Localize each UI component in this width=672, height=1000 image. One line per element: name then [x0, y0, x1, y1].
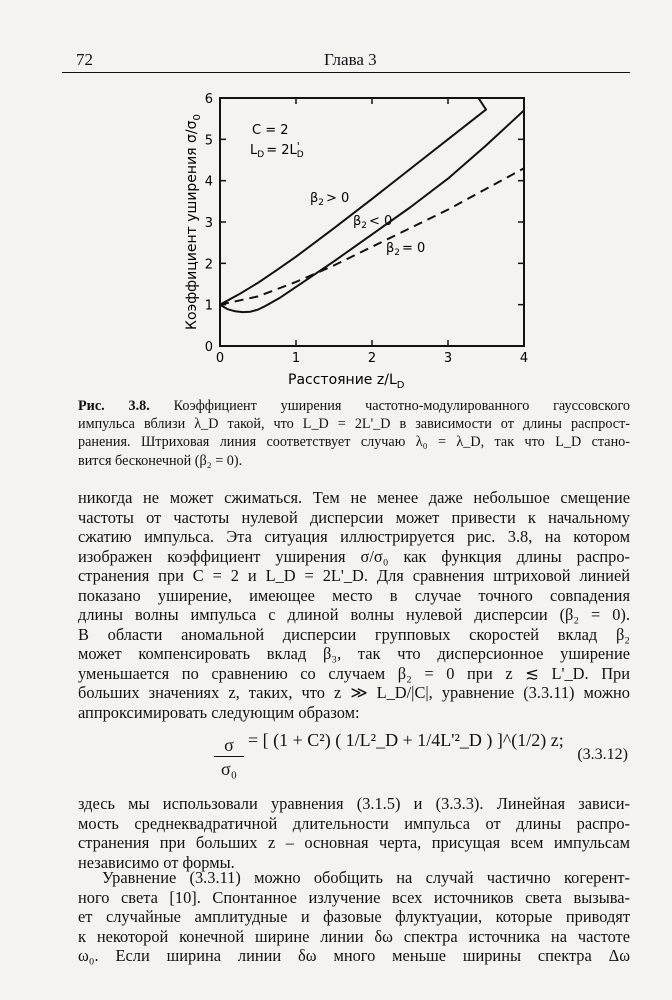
paragraph-2: [78, 794, 630, 872]
series-label-neg: $\beta_2 < 0$: [353, 214, 393, 231]
text-line: сжатию импульса. Эта ситуация иллюстрируется рис. 3.8, на котором: [78, 527, 630, 546]
y-tick-label: 6: [204, 92, 213, 107]
caption-line-2: импульса вблизи λ_D такой, что L_D = 2L'_D в зависимости от длины распрост-: [78, 416, 630, 433]
series-label-zero: $\beta_2 = 0$: [386, 241, 426, 258]
y-tick-label: 2: [204, 257, 213, 273]
text-line: изображен коэффициент уширения σ/σ₀ как функция длины распро-: [78, 546, 630, 566]
y-tick-label: 4: [204, 174, 213, 190]
text-line: частоты от частоты нулевой дисперсии может привести к начальному: [78, 507, 630, 527]
series-label-pos: $\beta_2 > 0$: [310, 191, 350, 208]
x-tick-label: 1: [291, 351, 301, 366]
text-line: уменьшается по сравнению со случаем β₂ = 0 при z ≲ L'_D. При: [78, 663, 630, 683]
equation-3-3-12: [78, 724, 630, 794]
text-line: мость среднеквадратичной длительности импульса от длины распро-: [78, 813, 630, 833]
caption-line-4: вится бесконечной (β₂ = 0).: [78, 452, 243, 469]
y-tick-label: 0: [204, 340, 213, 355]
text-line: показано уширение, имеющее место в случае точного совпадения: [78, 585, 630, 605]
text-line: ет случайные амплитудные и фазовые флуктуации, которые приводят: [78, 907, 630, 926]
text-line: странения при C = 2 и L_D = 2L'_D. Для сравнения штриховой линией: [78, 566, 630, 585]
equation-numerator: σ: [214, 734, 244, 757]
text-line: больших значениях z, таких, что z ≫ L_D/|C|, уравнение (3.3.11) можно: [78, 683, 631, 702]
text-line: В области аномальной дисперсии групповых скоростей вклад β₂: [78, 624, 630, 644]
text-line: Уравнение (3.3.11) можно обобщить на случай частично когерент-: [102, 868, 630, 887]
series-beta2-zero: [220, 168, 524, 304]
x-tick-label: 4: [519, 351, 529, 366]
equation-body: = [ (1 + C²) ( 1/L²_D + 1/4L'²_D ) ]^(1/2) z;: [248, 730, 564, 750]
text-line: аппроксимировать следующим образом:: [78, 702, 360, 722]
y-axis-label: Коэффициент уширения $\sigma/\sigma_0$: [184, 114, 203, 330]
text-line: к некоторой конечной ширине линии δω спектра источника на частоте: [78, 926, 630, 946]
chapter-title: Глава 3: [324, 50, 377, 69]
text-line: ного света [10]. Спонтанное излучение всех источников света вызыва-: [78, 887, 630, 907]
figure-caption: [78, 397, 630, 470]
x-tick-label: 2: [367, 351, 377, 366]
caption-label: Рис. 3.8.: [78, 398, 150, 414]
x-tick-label: 0: [215, 351, 225, 366]
text-line: никогда не может сжиматься. Тем не менее даже небольшое смещение: [78, 488, 630, 507]
y-tick-label: 5: [204, 133, 213, 149]
x-tick-label: 3: [443, 351, 453, 366]
equation-denominator: σ₀: [221, 759, 237, 779]
x-axis-label: Расстояние $z/L_D$: [288, 372, 405, 390]
broadening-chart: [176, 88, 546, 390]
text-line: здесь мы использовали уравнения (3.1.5) и (3.3.3). Линейная зависи-: [78, 794, 630, 813]
text-line: длины волны импульса с длиной волны нулевой дисперсии (β₂ = 0).: [78, 605, 630, 624]
annotation-c: C = 2: [252, 123, 289, 138]
text-line: независимо от формы.: [78, 852, 235, 872]
text-line: ω₀. Если ширина линии δω много меньше ширины спектра Δω: [78, 946, 630, 965]
text-line: странения при больших z – основная черта, присущая всем импульсам: [78, 833, 630, 852]
equation-number: (3.3.12): [577, 746, 628, 763]
caption-line-1: Рис. 3.8. Коэффициент уширения частотно-модулированного гауссовского: [78, 398, 631, 414]
page-header: [62, 48, 630, 73]
caption-line-3: ранения. Штриховая линия соответствует случаю λ₀ = λ_D, так что L_D стано-: [78, 434, 630, 451]
paragraph-1: [78, 488, 630, 722]
y-tick-label: 1: [204, 298, 213, 314]
series-beta2-negative: [220, 110, 524, 312]
page-number: 72: [76, 50, 93, 69]
annotation-l: $L_D = 2L'$ D: [250, 140, 304, 160]
equation-fraction: [214, 734, 244, 781]
text-line: может компенсировать вклад β₃, так что дисперсионное уширение: [78, 644, 630, 663]
paragraph-3: [78, 868, 630, 966]
y-tick-label: 3: [204, 216, 213, 231]
